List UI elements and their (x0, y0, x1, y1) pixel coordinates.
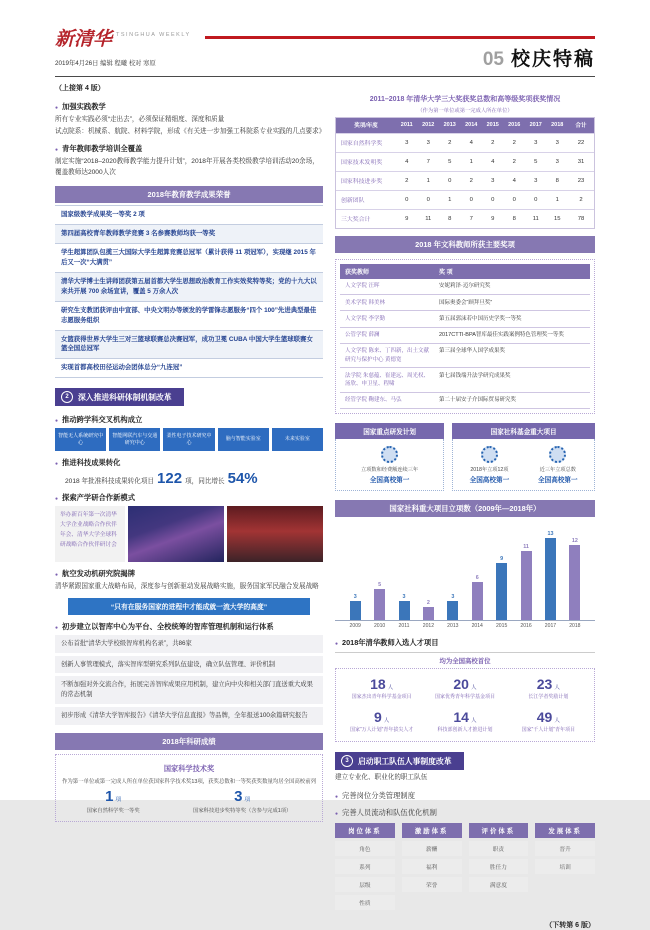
quote-banner: “只有在服务国家的进程中才能成就一流大学的高度” (68, 598, 309, 615)
science-award-box (55, 754, 323, 822)
research-center-box: 智能网联汽车与交通研究中心 (109, 428, 160, 451)
awards-table-row: 创新团队 0 0 1 0 0 0 0 1 2 (336, 190, 594, 209)
hr-system-item: 层级 (335, 877, 395, 892)
awards-header-cell: 2013 (443, 122, 456, 129)
bar-value: 13 (547, 531, 554, 538)
think-tank-item: 初步形成《清华大学智库报告》《清华大学信息直报》等品牌，全年报送100余篇研究报告 (55, 707, 323, 725)
left-column (55, 95, 326, 930)
bar-2011 (392, 594, 416, 620)
honor-item: 第四届高校青年教师教学竞赛 3 名参赛教师均获一等奖 (55, 224, 323, 243)
bar-value: 12 (571, 538, 578, 545)
bullet-tech-transfer: ● 推进科技成果转化 (55, 458, 121, 468)
bar-rect (472, 582, 483, 620)
ss-medal: 2018年立项12项 全国高校第一 (470, 446, 510, 484)
talent-stat-number: 23 (536, 676, 553, 693)
bar-value: 3 (402, 594, 406, 601)
bullet-icon: ● (55, 572, 59, 579)
bar-value: 6 (475, 575, 479, 582)
honor-item: 女篮获得世界大学生三对三篮球联赛总决赛冠军，成功卫冕 CUBA 中国大学生篮球联赛女篮全国总冠军 (55, 330, 323, 359)
awards-header-cell: 2014 (465, 122, 478, 129)
hr-system-header: 评价体系 (469, 823, 529, 838)
axis-label-2009: 2009 (349, 623, 361, 630)
bullet-icon: ● (55, 105, 59, 111)
science-award-title: 国家科学技术奖 (163, 763, 215, 773)
awards-table-header (336, 118, 594, 133)
tech-transfer-stat: 2018 年批准科技成果转化项目 122 项，同比增长 54% (65, 470, 258, 488)
bullet-post-classification: ● 完善岗位分类管理制度 (335, 790, 415, 800)
liberal-arts-table-row: 经管学院 鞠建东、马弘 第二十届安子介国际贸易研究奖 (340, 393, 590, 409)
bar-value: 5 (378, 582, 382, 589)
talent-stat-unit: 人 (387, 685, 394, 692)
awards-header-cell: 2015 (486, 122, 499, 129)
honor-item: 国家级教学成果奖一等奖 2 项 (55, 205, 323, 224)
hr-system-item: 胜任力 (469, 859, 529, 874)
rd-medal: 立项数和经费额连续三年 全国高校第一 (361, 446, 418, 484)
bullet-industry-cooperation: ● 探索产学研合作新模式 (55, 493, 135, 503)
science-award-note: 作为第一单位或第一完成人所在单位获国家科学技术奖13项，获奖总数和一等奖获奖数量均居全国高校前列 (62, 778, 316, 785)
newspaper-logo-en: TSINGHUA WEEKLY (116, 32, 191, 38)
axis-label-2013: 2013 (447, 623, 459, 630)
axis-label-2014: 2014 (471, 623, 483, 630)
hr-system-item: 角色 (335, 841, 395, 856)
bar-rect (399, 601, 410, 620)
bar-2017 (538, 531, 562, 620)
hr-system-item: 福利 (402, 859, 462, 874)
research-center-box: 未来实验室 (272, 428, 323, 451)
awards-table-title: 2011–2018 年清华大学三大奖获奖总数和高等级奖项获奖情况 (369, 96, 561, 103)
bar-2009 (343, 594, 367, 620)
honor-item: 研究生支教团获评由中宣部、中央文明办等颁发的学雷锋志愿服务“四个 100”先进典型最佳志愿服务组织 (55, 301, 323, 330)
social-science-banner: 国家社科基金重大项目 (452, 423, 595, 439)
talent-stat-unit: 人 (383, 718, 390, 725)
bullet-mobility-mechanism: ● 完善人员流动和队伍优化机制 (335, 807, 437, 817)
cooperation-caption: 举办新百年第一次清华大学企业战略合作伙伴年会、清华大学全球科研战略合作伙伴研讨会 (55, 506, 125, 562)
bar-rect (423, 607, 434, 620)
talent-stat (340, 677, 423, 700)
page-number: 05 (482, 49, 504, 70)
axis-label-2017: 2017 (544, 623, 557, 630)
bar-rect (545, 538, 556, 620)
photo-conference-hall (227, 506, 323, 562)
banner-teaching-achievements: 2018年教育教学成果荣誉 (55, 186, 323, 203)
talent-stat-number: 49 (536, 709, 553, 726)
practice-teaching-para-1: 所有专业实践必须“走出去”，必须保证精细度、深度和质量 (55, 116, 225, 123)
liberal-arts-table-row: 人文学院 李学勤 第五届郭沫若中国历史学奖一等奖 (340, 311, 590, 327)
masthead-left (55, 30, 205, 67)
medal-icon (549, 446, 566, 463)
newspaper-logo: 新清华 (55, 29, 113, 50)
axis-label-2016: 2016 (520, 623, 532, 630)
bullet-icon: ● (55, 461, 59, 468)
talent-stat-number: 9 (373, 709, 382, 726)
tech-transfer-growth: 54% (227, 470, 258, 488)
awards-table-row: 国家技术发明奖 4 7 5 1 4 2 5 3 31 (336, 152, 594, 171)
social-science-fund-box (452, 423, 595, 491)
awards-header-cell: 2016 (508, 122, 521, 129)
bar-2010 (367, 582, 391, 620)
bar-rect (521, 551, 532, 620)
right-column (335, 95, 595, 930)
science-award-stats (60, 789, 318, 814)
talent-stat-label: 国家优秀青年科学基金项目 (434, 694, 495, 701)
masthead-right (205, 30, 595, 71)
bullet-talent-programs: ● 2018年清华教师入选人才项目 (335, 638, 439, 648)
medal-icon (481, 446, 498, 463)
talent-stats-grid (335, 668, 595, 742)
talent-stat-label: 长江学者奖励计划 (528, 694, 569, 701)
axis-label-2010: 2010 (373, 623, 386, 630)
hr-system-header: 岗位体系 (335, 823, 395, 838)
award-stat-unit: 项 (115, 796, 122, 803)
honors-list (55, 205, 323, 378)
bar-value: 9 (500, 556, 504, 563)
research-center-box: 脑与智能实验室 (218, 428, 269, 451)
bar-rect (496, 563, 507, 620)
banner-research-results: 2018年科研成绩 (55, 733, 323, 750)
bullet-icon: ● (55, 496, 59, 503)
rd-program-banner: 国家重点研发计划 (335, 423, 444, 439)
honor-item: 学生超算团队包揽三大国际大学生超算竞赛总冠军（累计获得 11 项冠军），实现继 2015 年后又一次“大满贯” (55, 243, 323, 272)
hr-system-item: 性质 (335, 895, 395, 910)
talent-stat (340, 710, 423, 733)
hr-system-item: 职责 (469, 841, 529, 856)
bullet-practice-teaching: ● 加强实践教学 (55, 102, 106, 111)
staff-intro: 建立专业化、职业化的职工队伍 (335, 774, 428, 782)
liberal-arts-table-row: 法学院 朱慈蕴、崔建远、周光权、汤欣、申卫星、程啸 第七届钱端升法学研究成果奖 (340, 368, 590, 393)
axis-label-2012: 2012 (422, 623, 435, 630)
liberal-arts-table-row: 人文学院 陈来、丁四新，出土文献研究与保护中心 黄德宽 第三届全球华人国学成果奖 (340, 344, 590, 369)
awards-table-row: 国家自然科学奖 3 3 2 4 2 2 3 3 22 (336, 133, 594, 152)
hr-system-item: 薪酬 (402, 841, 462, 856)
award-stat-number: 1 (105, 787, 114, 805)
bar-2012 (416, 600, 440, 620)
awards-table-body (336, 133, 594, 228)
red-rule (205, 36, 595, 39)
barchart-labels (335, 621, 595, 629)
bullet-icon: ● (335, 810, 339, 817)
bullet-icon: ● (335, 641, 339, 648)
bullet-icon: ● (55, 624, 59, 631)
section-number-icon: 3 (341, 755, 353, 767)
honor-item: 清华大学博士生讲师团获第五届首都大学生思想政治教育工作实效奖特等奖；党的十九大以来共开展 700 余场宣讲，覆盖 5 万余人次 (55, 272, 323, 301)
bar-value: 3 (353, 594, 357, 601)
tech-transfer-count: 122 (157, 470, 183, 488)
cooperation-row (55, 506, 323, 562)
continued-from-note: （上接第 4 版） (55, 85, 105, 92)
awards-header-cell: 2011 (400, 122, 413, 129)
axis-label-2015: 2015 (495, 623, 508, 630)
bullet-icon: ● (335, 793, 339, 800)
section-header-staff-reform: 3 启动职工队伍人事制度改革 (335, 752, 464, 770)
bar-2016 (514, 544, 538, 620)
talent-subtitle: 均为全国高校首位 (335, 652, 595, 665)
bullet-teacher-training: ● 青年教师教学培训全覆盖 (55, 144, 143, 154)
section-number-icon: 2 (61, 391, 73, 403)
honor-item: 实现首都高校田径运动会团体总分“九连冠” (55, 358, 323, 377)
hr-system-item: 系列 (335, 859, 395, 874)
think-tank-item: 公布首批“清华大学校级智库机构名录”，共86家 (55, 635, 323, 653)
bar-rect (447, 601, 458, 620)
page-title: 校庆特稿 (510, 49, 595, 70)
talent-stat-unit: 人 (470, 685, 477, 692)
think-tank-item: 创新人事管理模式，落实智库型研究系列队伍建设，确立队伍管理、评价机制 (55, 656, 323, 674)
aero-engine-para: 清华紧跟国家重大战略布局，深度参与创新驱动发展战略实施，服务国家军民融合发展战略 (55, 583, 319, 591)
bar-rect (350, 601, 361, 620)
dateline: 2019年4月26日 编辑 程曦 校对 寒原 (55, 60, 156, 67)
bar-value: 2 (426, 600, 430, 607)
bar-2018 (563, 538, 587, 620)
awards-table-subtitle: （作为第一单位或第一完成人所在单位） (417, 107, 513, 114)
hr-systems (335, 823, 595, 910)
axis-label-2011: 2011 (398, 623, 410, 630)
bullet-think-tank: ● 初步建立以智库中心为平台、全校统筹的智库管理机制和运行体系 (55, 621, 274, 631)
liberal-arts-table-header: 获奖教师 奖 项 (340, 264, 590, 279)
barchart-bars (335, 520, 595, 621)
hr-system-item: 晋升 (535, 841, 595, 856)
awards-table-row: 国家科技进步奖 2 1 0 2 3 4 3 8 23 (336, 171, 594, 190)
liberal-arts-table-row: 人文学院 汪晖 安妮莉泽·迈尔研究奖 (340, 279, 590, 295)
bullet-icon: ● (55, 147, 59, 154)
talent-stat-unit: 人 (554, 685, 560, 692)
awards-table (335, 117, 595, 229)
banner-bar-chart: 国家社科重大项目立项数（2009年—2018年） (335, 500, 595, 517)
bar-value: 11 (523, 544, 529, 551)
think-tank-item: 不断加强对外交流合作，拓展完善智库成果应用机制，建立向中央和相关部门直送重大成果的常态机制 (55, 676, 323, 704)
research-center-box: 智能无人系统研究中心 (55, 428, 106, 451)
awards-header-cell: 2012 (422, 122, 435, 129)
section-header-research-reform: 2 深入推进科研体制机制改革 (55, 388, 184, 406)
rd-program-box (335, 423, 444, 491)
talent-stat-number: 14 (453, 709, 469, 726)
talent-stat (507, 677, 590, 700)
bullet-cross-disciplinary: ● 推动跨学科交叉机构成立 (55, 415, 143, 425)
hr-system-column (535, 823, 595, 910)
talent-stat-number: 20 (453, 676, 469, 693)
bar-value: 3 (451, 594, 455, 601)
masthead (55, 30, 595, 77)
talent-stat (507, 710, 590, 733)
medal-icon (381, 446, 398, 463)
teacher-training-para: 制定实施“2018–2020教师教学能力提升计划”，2018年开展各类校级教学培训活动20余场，覆盖教师达2000人次 (55, 158, 319, 176)
liberal-arts-table (335, 259, 595, 414)
award-stat (193, 789, 291, 814)
talent-stat-label: 国家“千人计划”青年项目 (521, 727, 575, 734)
bar-2015 (489, 556, 513, 620)
continued-to-note: （下转第 6 版） (545, 921, 595, 929)
photo-forum-stage (128, 506, 224, 562)
liberal-arts-table-row: 美术学院 韩美林 国际奥委会“顾拜旦奖” (340, 295, 590, 311)
bar-2013 (441, 594, 465, 620)
think-tank-list (55, 635, 323, 725)
liberal-arts-table-row: 公管学院 薛澜 2017CTTI-BPA智库最佳实践案例特色管理奖一等奖 (340, 328, 590, 344)
practice-teaching-para-2: 试点院系：机械系、航院、材料学院，形成《有关进一步加强工科院系专业实践的几点要求》 (55, 127, 326, 135)
bullet-icon: ● (55, 418, 59, 425)
talent-stat-number: 18 (370, 676, 386, 693)
hr-system-column (402, 823, 462, 910)
award-stat-number: 3 (234, 787, 243, 805)
hr-system-item: 满意度 (469, 877, 529, 892)
awards-table-row: 三大奖合计 9 11 8 7 9 8 11 15 78 (336, 209, 594, 228)
bar-chart (335, 520, 595, 629)
social-science-medals (452, 439, 595, 491)
talent-stat-label: 国家“万人计划”青年拔尖人才 (349, 727, 414, 734)
axis-label-2018: 2018 (569, 623, 581, 630)
talent-stat (423, 677, 506, 700)
talent-stat-label: 国家杰出青年科学基金项目 (351, 694, 412, 701)
research-center-box: 柔性电子技术研究中心 (163, 428, 214, 451)
bullet-aero-engine: ● 航空发动机研究院揭牌 (55, 569, 135, 579)
awards-header-cell: 2018 (551, 122, 564, 129)
talent-stat-unit: 人 (470, 718, 477, 725)
talent-stat-unit: 人 (554, 718, 560, 725)
hr-system-column (335, 823, 395, 910)
liberal-arts-table-body (340, 279, 590, 409)
awards-header-cell: 奖项/年度 (354, 123, 378, 130)
hr-system-item: 荣誉 (402, 877, 462, 892)
hr-system-column (469, 823, 529, 910)
talent-stat (423, 710, 506, 733)
bar-2014 (465, 575, 489, 620)
bar-rect (569, 545, 580, 620)
talent-stat-label: 科技部创新人才推进计划 (437, 727, 493, 734)
hr-system-header: 发展体系 (535, 823, 595, 838)
award-stat-label: 国家自然科学奖一等奖 (86, 807, 140, 814)
hr-system-header: 激励体系 (402, 823, 462, 838)
awards-header-cell: 合计 (575, 123, 587, 130)
banner-liberal-arts-awards: 2018 年文科教师所获主要奖项 (335, 236, 595, 253)
award-stat (87, 789, 140, 814)
research-centers (55, 428, 323, 451)
awards-header-cell: 2017 (529, 122, 542, 129)
hr-system-item: 培训 (535, 859, 595, 874)
award-stat-unit: 项 (244, 796, 251, 803)
funding-boxes (335, 423, 595, 491)
ss-medal: 近三年立项总数 全国高校第一 (538, 446, 578, 484)
bar-rect (374, 589, 385, 620)
award-stat-label: 国家科技进步奖特等奖（含参与完成1项） (193, 807, 292, 814)
